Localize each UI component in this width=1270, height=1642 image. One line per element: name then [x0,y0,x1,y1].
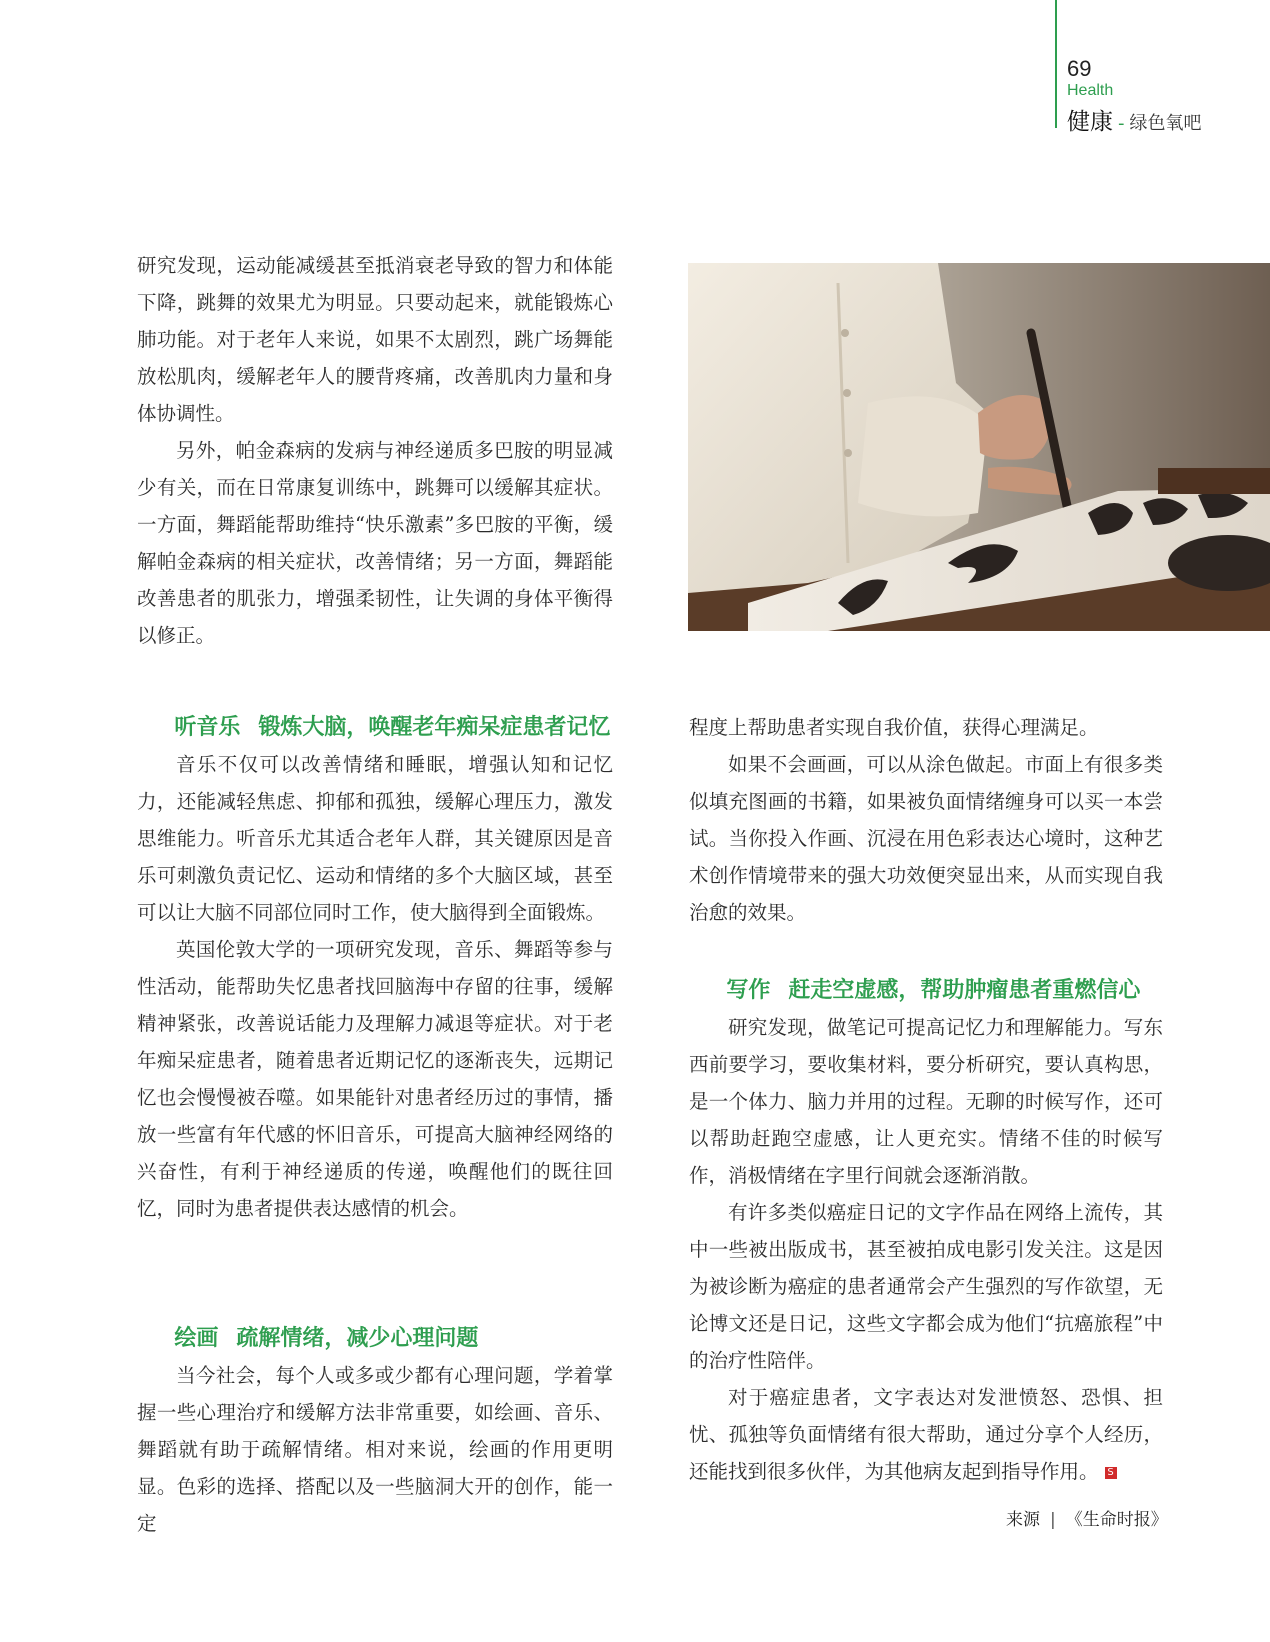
heading-keyword: 听音乐 [174,715,241,740]
paragraph: 研究发现，做笔记可提高记忆力和理解能力。写东西前要学习，要收集材料，要分析研究，要认真构思，是一个体力、脑力并用的过程。无聊的时候写作，还可以帮助赶跑空虚感，让人更充实。情绪不佳的时候写作，消极情绪在字里行间就会逐渐消散。 [689,1016,1163,1187]
paragraph: 有许多类似癌症日记的文字作品在网络上流传，其中一些被出版成书，甚至被拍成电影引发关注。这是因为被诊断为癌症的患者通常会产生强烈的写作欲望，无论博文还是日记，这些文字都会成为他们“抗癌旅程”中的治疗性陪伴。 [689,1201,1163,1372]
section-heading [137,1320,613,1357]
painting-section [137,1320,613,1542]
section-heading [137,709,613,746]
paragraph-text: 对于癌症患者，文字表达对发泄愤怒、恐惧、担忧、孤独等负面情绪有很大帮助，通过分享个人经历，还能找到很多伙伴，为其他病友起到指导作用。 [689,1386,1163,1483]
left-column [137,247,613,654]
section-title-cn: 健康 [1067,109,1113,135]
paragraph: 研究发现，运动能减缓甚至抵消衰老导致的智力和体能下降，跳舞的效果尤为明显。只要动起来，就能锻炼心肺功能。对于老年人来说，如果不太剧烈，跳广场舞能放松肌肉，缓解老年人的腰背疼痛，改善肌肉力量和身体协调性。 [137,254,613,425]
heading-keyword: 写作 [726,978,771,1003]
heading-title: 赶走空虚感，帮助肿瘤患者重燃信心 [788,978,1141,1003]
section-title-en: Health [1067,82,1114,99]
source-separator: | [1050,1510,1056,1530]
paragraph: 另外，帕金森病的发病与神经递质多巴胺的明显减少有关，而在日常康复训练中，跳舞可以缓解其症状。一方面，舞蹈能帮助维持“快乐激素”多巴胺的平衡，缓解帕金森病的相关症状，改善情绪；另一方面，舞蹈能改善患者的肌张力，增强柔韧性，让失调的身体平衡得以修正。 [137,439,613,647]
page-number: 69 [1067,56,1092,81]
paragraph-last [689,1379,1163,1490]
paragraph: 音乐不仅可以改善情绪和睡眠，增强认知和记忆力，还能减轻焦虑、抑郁和孤独，缓解心理压力，激发思维能力。听音乐尤其适合老年人群，其关键原因是音乐可刺激负责记忆、运动和情绪的多个大脑区域，甚至可以让大脑不同部位同时工作，使大脑得到全面锻炼。 [137,753,613,924]
end-mark-icon: S [1105,1467,1117,1479]
writing-section [689,972,1163,1490]
calligraphy-photo-image [688,263,1270,631]
section-title [1067,103,1202,136]
paragraph: 英国伦敦大学的一项研究发现，音乐、舞蹈等参与性活动，能帮助失忆患者找回脑海中存留的往事，缓解精神紧张，改善说话能力及理解力减退等症状。对于老年痴呆症患者，随着患者近期记忆的逐渐丧失，远期记忆也会慢慢被吞噬。如果能针对患者经历过的事情，播放一些富有年代感的怀旧音乐，可提高大脑神经网络的兴奋性，有利于神经递质的传递，唤醒他们的既往回忆，同时为患者提供表达感情的机会。 [137,938,613,1220]
section-heading [689,972,1163,1009]
section-dash: - [1118,113,1125,134]
heading-keyword: 绘画 [174,1326,219,1351]
source-name: 《生命时报》 [1065,1510,1168,1530]
paragraph: 如果不会画画，可以从涂色做起。市面上有很多类似填充图画的书籍，如果被负面情绪缠身可以买一本尝试。当你投入作画、沉浸在用色彩表达心境时，这种艺术创作情境带来的强大功效便突显出来，从而实现自我治愈的效果。 [689,753,1163,924]
paragraph: 程度上帮助患者实现自我价值，获得心理满足。 [689,716,1099,739]
calligraphy-photo [688,263,1270,631]
heading-title: 疏解情绪，减少心理问题 [236,1326,479,1351]
header-divider [1055,0,1057,128]
paragraph: 当今社会，每个人或多或少都有心理问题，学着掌握一些心理治疗和缓解方法非常重要，如绘画、音乐、舞蹈就有助于疏解情绪。相对来说，绘画的作用更明显。色彩的选择、搭配以及一些脑洞大开的创作，能一定 [137,1364,613,1535]
source-credit [1006,1505,1168,1530]
section-subtitle: 绿色氧吧 [1129,113,1202,134]
music-section [137,709,613,1227]
source-label: 来源 [1006,1510,1040,1530]
right-column-top [689,709,1163,931]
heading-title: 锻炼大脑，唤醒老年痴呆症患者记忆 [258,715,611,740]
